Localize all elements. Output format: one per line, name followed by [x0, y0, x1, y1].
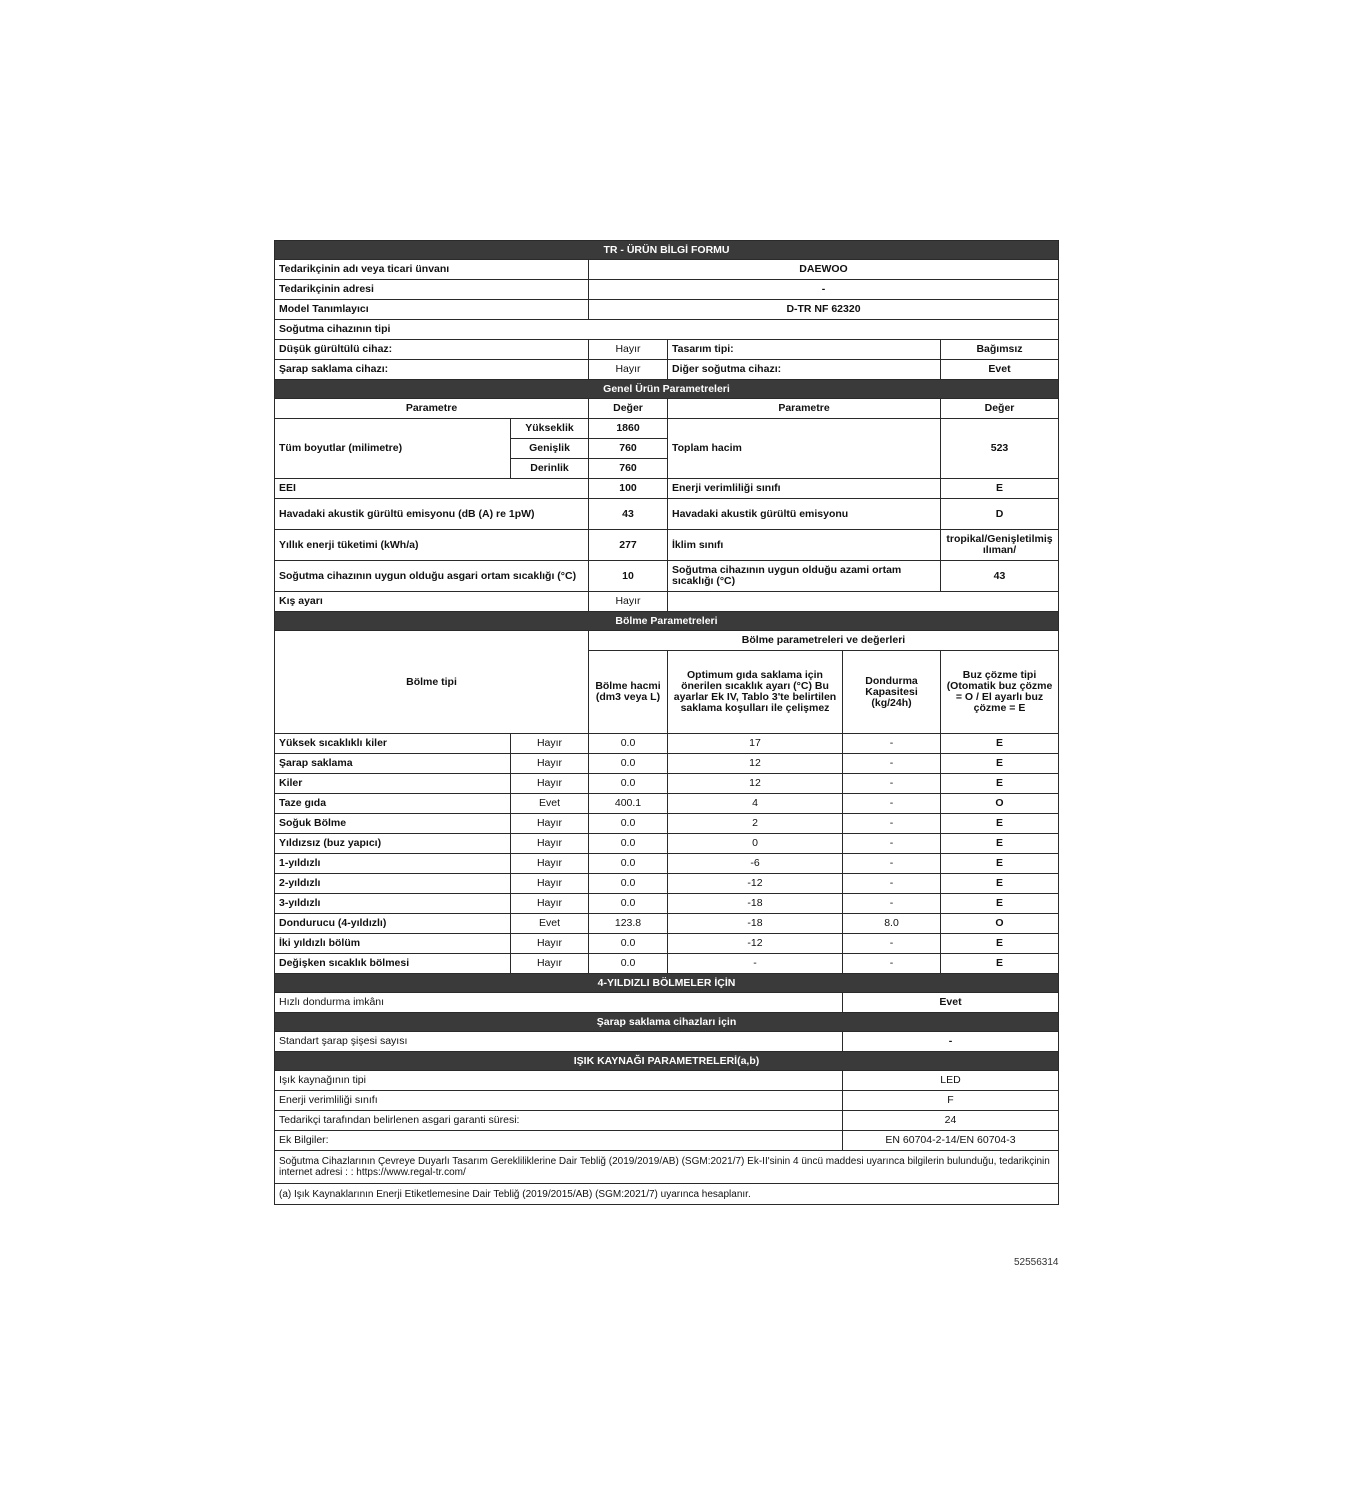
compartment-name: Şarap saklama [275, 754, 511, 774]
compartment-defrost: E [941, 874, 1059, 894]
noise-emission-value: 43 [589, 499, 668, 530]
other-appliance-value: Evet [941, 360, 1059, 380]
min-temp-label: Soğutma cihazının uygun olduğu asgari ortam sıcaklığı (°C) [275, 561, 589, 592]
compartment-name: 3-yıldızlı [275, 894, 511, 914]
light-energy-label: Enerji verimliliği sınıfı [275, 1091, 843, 1111]
wine-bottles-label: Standart şarap şişesi sayısı [275, 1032, 843, 1052]
compartment-temp: 2 [668, 814, 843, 834]
compartment-present: Evet [511, 914, 589, 934]
compartment-present: Hayır [511, 774, 589, 794]
compartment-temp: -12 [668, 934, 843, 954]
compartment-row [275, 794, 1059, 814]
extra-info-value: EN 60704-2-14/EN 60704-3 [843, 1131, 1059, 1151]
compartment-temp: 17 [668, 734, 843, 754]
compartment-freeze: - [843, 874, 941, 894]
compartment-present: Hayır [511, 954, 589, 974]
supplier-name-value: DAEWOO [589, 260, 1059, 280]
compartment-temp: -6 [668, 854, 843, 874]
energy-class-value: E [941, 479, 1059, 499]
compartment-volume: 0.0 [589, 874, 668, 894]
compartment-row [275, 894, 1059, 914]
total-volume-value: 523 [941, 419, 1059, 479]
warranty-label: Tedarikçi tarafından belirlenen asgari garanti süresi: [275, 1111, 843, 1131]
supplier-address-label: Tedarikçinin adresi [275, 280, 589, 300]
depth-label: Derinlik [511, 459, 589, 479]
product-info-form [274, 240, 1059, 1205]
compartment-present: Evet [511, 794, 589, 814]
max-temp-label: Soğutma cihazının uygun olduğu azami ortam sıcaklığı (°C) [668, 561, 941, 592]
compartment-row [275, 734, 1059, 754]
other-appliance-label: Diğer soğutma cihazı: [668, 360, 941, 380]
compartment-present: Hayır [511, 934, 589, 954]
compartment-row [275, 874, 1059, 894]
compartment-freeze: - [843, 734, 941, 754]
compartment-defrost: E [941, 934, 1059, 954]
depth-value: 760 [589, 459, 668, 479]
light-energy-value: F [843, 1091, 1059, 1111]
design-type-label: Tasarım tipi: [668, 340, 941, 360]
compartment-name: Değişken sıcaklık bölmesi [275, 954, 511, 974]
document-number: 52556314 [1014, 1257, 1059, 1265]
width-label: Genişlik [511, 439, 589, 459]
noise-class-value: D [941, 499, 1059, 530]
compartment-row [275, 754, 1059, 774]
total-volume-label: Toplam hacim [668, 419, 941, 479]
compartment-name: Yüksek sıcaklıklı kiler [275, 734, 511, 754]
regulation-note: Soğutma Cihazlarının Çevreye Duyarlı Tasarım Gerekliliklerine Dair Tebliğ (2019/2019/AB) (SGM:2021/7) Ek-II'sinin 4 üncü maddesi uyarınca bilgilerin bulunduğu, tedarikçinin internet adresi : : https://www.regal-tr.com/ [275, 1151, 1059, 1184]
compartment-rows [275, 734, 1059, 974]
compartment-temp: - [668, 954, 843, 974]
param-col-header: Parametre [275, 399, 589, 419]
value-col-header-2: Değer [941, 399, 1059, 419]
empty-cell [668, 592, 1059, 612]
compartment-defrost: E [941, 774, 1059, 794]
compartment-temp: 0 [668, 834, 843, 854]
min-temp-value: 10 [589, 561, 668, 592]
wine-section-header: Şarap saklama cihazları için [275, 1013, 1059, 1032]
compartment-defrost-header: Buz çözme tipi (Otomatik buz çözme = O / El ayarlı buz çözme = E [941, 651, 1059, 734]
compartment-row [275, 954, 1059, 974]
compartment-volume-header: Bölme hacmi (dm3 veya L) [589, 651, 668, 734]
compartment-freeze: - [843, 934, 941, 954]
dimensions-label: Tüm boyutlar (milimetre) [275, 419, 511, 479]
compartment-temp: 12 [668, 754, 843, 774]
compartment-temp-header: Optimum gıda saklama için önerilen sıcaklık ayarı (°C) Bu ayarlar Ek IV, Tablo 3'te belirtilen saklama koşulları ile çelişmez [668, 651, 843, 734]
compartment-name: İki yıldızlı bölüm [275, 934, 511, 954]
param-col-header-2: Parametre [668, 399, 941, 419]
compartment-name: 1-yıldızlı [275, 854, 511, 874]
compartment-name: Taze gıda [275, 794, 511, 814]
compartment-volume: 123.8 [589, 914, 668, 934]
compartment-freeze: - [843, 754, 941, 774]
compartment-freeze: - [843, 794, 941, 814]
light-regulation-note: (a) Işık Kaynaklarının Enerji Etiketlemesine Dair Tebliğ (2019/2015/AB) (SGM:2021/7) uyarınca hesaplanır. [275, 1184, 1059, 1205]
wine-storage-label: Şarap saklama cihazı: [275, 360, 589, 380]
compartment-defrost: E [941, 754, 1059, 774]
compartment-present: Hayır [511, 854, 589, 874]
compartment-present: Hayır [511, 874, 589, 894]
compartment-row [275, 774, 1059, 794]
compartment-volume: 400.1 [589, 794, 668, 814]
annual-energy-label: Yıllık enerji tüketimi (kWh/a) [275, 530, 589, 561]
fast-freeze-value: Evet [843, 993, 1059, 1013]
compartment-defrost: E [941, 734, 1059, 754]
compartment-temp: -18 [668, 914, 843, 934]
light-type-value: LED [843, 1071, 1059, 1091]
compartment-row [275, 854, 1059, 874]
compartment-present: Hayır [511, 894, 589, 914]
compartment-volume: 0.0 [589, 894, 668, 914]
four-star-header: 4-YILDIZLI BÖLMELER İÇİN [275, 974, 1059, 993]
compartment-freeze: - [843, 814, 941, 834]
compartment-volume: 0.0 [589, 754, 668, 774]
model-value: D-TR NF 62320 [589, 300, 1059, 320]
compartment-params-header: Bölme Parametreleri [275, 612, 1059, 631]
compartment-name: 2-yıldızlı [275, 874, 511, 894]
warranty-value: 24 [843, 1111, 1059, 1131]
compartment-volume: 0.0 [589, 814, 668, 834]
compartment-volume: 0.0 [589, 734, 668, 754]
compartment-temp: 4 [668, 794, 843, 814]
value-col-header: Değer [589, 399, 668, 419]
compartment-present: Hayır [511, 834, 589, 854]
light-source-header: IŞIK KAYNAĞI PARAMETRELERİ(a,b) [275, 1052, 1059, 1071]
compartment-defrost: E [941, 814, 1059, 834]
compartment-row [275, 814, 1059, 834]
compartment-freeze: - [843, 774, 941, 794]
compartment-freeze: 8.0 [843, 914, 941, 934]
compartment-defrost: E [941, 854, 1059, 874]
climate-class-label: İklim sınıfı [668, 530, 941, 561]
width-value: 760 [589, 439, 668, 459]
noise-emission-label: Havadaki akustik gürültü emisyonu (dB (A) re 1pW) [275, 499, 589, 530]
low-noise-label: Düşük gürültülü cihaz: [275, 340, 589, 360]
compartment-present: Hayır [511, 734, 589, 754]
low-noise-value: Hayır [589, 340, 668, 360]
height-value: 1860 [589, 419, 668, 439]
compartment-volume: 0.0 [589, 934, 668, 954]
compartment-freeze: - [843, 954, 941, 974]
compartment-name: Yıldızsız (buz yapıcı) [275, 834, 511, 854]
height-label: Yükseklik [511, 419, 589, 439]
compartment-row [275, 934, 1059, 954]
general-params-header: Genel Ürün Parametreleri [275, 380, 1059, 399]
compartment-present: Hayır [511, 754, 589, 774]
light-type-label: Işık kaynağının tipi [275, 1071, 843, 1091]
wine-storage-value: Hayır [589, 360, 668, 380]
wine-bottles-value: - [843, 1032, 1059, 1052]
eei-value: 100 [589, 479, 668, 499]
annual-energy-value: 277 [589, 530, 668, 561]
form-title: TR - ÜRÜN BİLGİ FORMU [275, 241, 1059, 260]
winter-setting-value: Hayır [589, 592, 668, 612]
compartment-row [275, 914, 1059, 934]
compartment-freeze: - [843, 834, 941, 854]
noise-class-label: Havadaki akustik gürültü emisyonu [668, 499, 941, 530]
compartment-defrost: E [941, 894, 1059, 914]
compartment-name: Dondurucu (4-yıldızlı) [275, 914, 511, 934]
compartment-volume: 0.0 [589, 954, 668, 974]
compartment-defrost: E [941, 834, 1059, 854]
compartment-row [275, 834, 1059, 854]
compartment-defrost: O [941, 914, 1059, 934]
appliance-type-label: Soğutma cihazının tipi [275, 320, 1059, 340]
compartment-defrost: E [941, 954, 1059, 974]
compartment-name: Soğuk Bölme [275, 814, 511, 834]
max-temp-value: 43 [941, 561, 1059, 592]
compartment-volume: 0.0 [589, 774, 668, 794]
compartment-temp: -18 [668, 894, 843, 914]
supplier-name-label: Tedarikçinin adı veya ticari ünvanı [275, 260, 589, 280]
compartment-values-subheader: Bölme parametreleri ve değerleri [589, 631, 1059, 651]
model-label: Model Tanımlayıcı [275, 300, 589, 320]
compartment-defrost: O [941, 794, 1059, 814]
compartment-volume: 0.0 [589, 854, 668, 874]
fast-freeze-label: Hızlı dondurma imkânı [275, 993, 843, 1013]
compartment-name: Kiler [275, 774, 511, 794]
compartment-freeze-header: Dondurma Kapasitesi (kg/24h) [843, 651, 941, 734]
compartment-volume: 0.0 [589, 834, 668, 854]
compartment-freeze: - [843, 854, 941, 874]
compartment-temp: 12 [668, 774, 843, 794]
energy-class-label: Enerji verimliliği sınıfı [668, 479, 941, 499]
compartment-freeze: - [843, 894, 941, 914]
climate-class-value: tropikal/Genişletilmiş ılıman/ [941, 530, 1059, 561]
compartment-present: Hayır [511, 814, 589, 834]
winter-setting-label: Kış ayarı [275, 592, 589, 612]
compartment-type-header: Bölme tipi [275, 631, 589, 734]
compartment-temp: -12 [668, 874, 843, 894]
extra-info-label: Ek Bilgiler: [275, 1131, 843, 1151]
eei-label: EEI [275, 479, 589, 499]
design-type-value: Bağımsız [941, 340, 1059, 360]
supplier-address-value: - [589, 280, 1059, 300]
